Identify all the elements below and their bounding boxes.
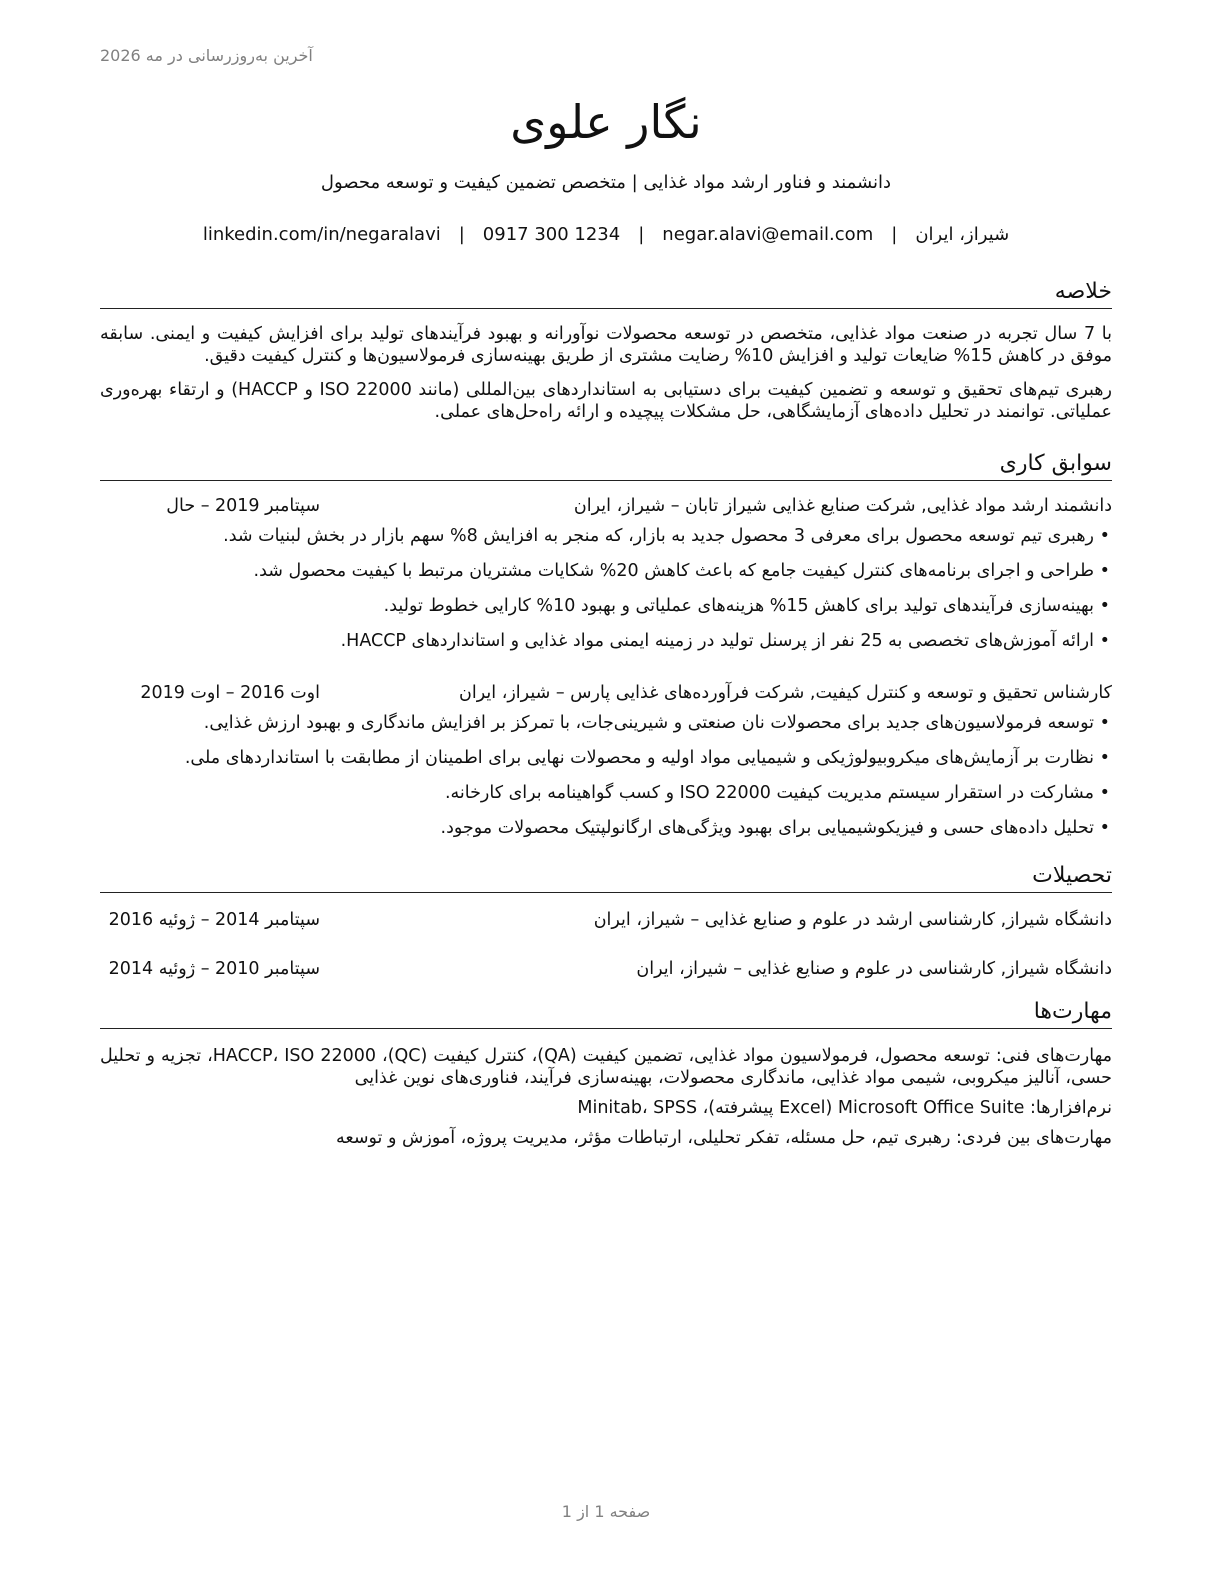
job-bullet: • ارائه آموزش‌های تخصصی به 25 نفر از پرسنل تولید در زمینه ایمنی مواد غذایی و استانداردهای HACCP. (100, 630, 1112, 652)
job-title: دانشمند ارشد مواد غذایی, شرکت صنایع غذایی شیراز تابان – شیراز، ایران (573, 496, 1112, 516)
summary-paragraph: با 7 سال تجربه در صنعت مواد غذایی، متخصص در توسعه محصولات نوآورانه و بهبود فرآیندهای تولید برای افزایش کیفیت و ایمنی. سابقه موفق در کاهش 15% ضایعات تولید و افزایش 10% رضایت مشتری از طریق بهینه‌سازی فرمولاسیون‌ها و کنترل کیفیت دقیق. (100, 324, 1113, 366)
job-bullet: • نظارت بر آزمایش‌های میکروبیولوژیکی و شیمیایی مواد اولیه و محصولات نهایی برای اطمینان از مطابقت با استانداردهای ملی. (100, 747, 1112, 769)
section-title-summary: خلاصه (100, 278, 1112, 309)
experience-section (100, 450, 1112, 839)
job-entry (100, 682, 1112, 839)
job-entry (100, 495, 1112, 652)
section-title-skills: مهارت‌ها (100, 998, 1112, 1029)
last-updated-note: آخرین به‌روزرسانی در مه 2026 (100, 46, 313, 65)
resume-header (100, 92, 1112, 248)
summary-paragraph: رهبری تیم‌های تحقیق و توسعه و تضمین کیفیت برای دستیابی به استانداردهای بین‌المللی (مانند ISO 22000 و HACCP) و ارتقاء بهره‌وری عملیاتی. توانمند در تحلیل داده‌های آزمایشگاهی، حل مشکلات پیچیده و ارائه راه‌حل‌های عملی. (100, 380, 1112, 422)
education-dates: سپتامبر 2014 – ژوئیه 2016 (108, 910, 320, 930)
resume-page (100, 0, 1112, 1584)
section-title-experience: سوابق کاری (100, 450, 1112, 481)
contact-email[interactable]: negar.alavi@email.com (662, 224, 874, 245)
education-entry (100, 958, 1112, 980)
job-heading-row (100, 495, 1112, 517)
skills-interpersonal: مهارت‌های بین فردی: رهبری تیم، حل مسئله، تفکر تحلیلی، ارتباطات مؤثر، مدیریت پروژه، آموزش و توسعه (336, 1128, 1112, 1148)
contact-separator: | (458, 224, 465, 245)
skills-technical: مهارت‌های فنی: توسعه محصول، فرمولاسیون مواد غذایی، تضمین کیفیت (QA)، کنترل کیفیت (QC)، HACCP، ISO 22000، تجزیه و تحلیل حسی، آنالیز میکروبی، شیمی مواد غذایی، ماندگاری محصولات، بهینه‌سازی فرآیند، فناوری‌های نوین غذایی (100, 1046, 1113, 1088)
education-degree: دانشگاه شیراز, کارشناسی در علوم و صنایع غذایی – شیراز، ایران (636, 959, 1112, 979)
job-bullet: • تحلیل داده‌های حسی و فیزیکوشیمیایی برای بهبود ویژگی‌های ارگانولپتیک محصولات موجود. (100, 817, 1112, 839)
job-bullets (100, 712, 1112, 839)
contact-line (100, 222, 1112, 248)
skills-section (100, 998, 1112, 1149)
section-title-education: تحصیلات (100, 862, 1112, 893)
education-degree: دانشگاه شیراز, کارشناسی ارشد در علوم و صنایع غذایی – شیراز، ایران (593, 910, 1112, 930)
education-section (100, 862, 1112, 980)
job-dates: اوت 2016 – اوت 2019 (140, 683, 320, 703)
education-dates: سپتامبر 2010 – ژوئیه 2014 (108, 959, 320, 979)
contact-linkedin[interactable]: linkedin.com/in/negaralavi (202, 224, 441, 245)
job-bullets (100, 525, 1112, 652)
skills-software: نرم‌افزارها: Microsoft Office Suite (Excel پیشرفته)، Minitab، SPSS (577, 1098, 1112, 1118)
job-title: کارشناس تحقیق و توسعه و کنترل کیفیت, شرکت فرآورده‌های غذایی پارس – شیراز، ایران (459, 683, 1112, 703)
contact-phone[interactable]: 0917 300 1234 (482, 224, 621, 245)
candidate-tagline: دانشمند و فناور ارشد مواد غذایی | متخصص تضمین کیفیت و توسعه محصول (320, 172, 892, 193)
job-heading-row (100, 682, 1112, 704)
contact-separator: | (638, 224, 645, 245)
job-bullet: • رهبری تیم توسعه محصول برای معرفی 3 محصول جدید به بازار، که منجر به افزایش 8% سهم بازار در بخش لبنیات شد. (100, 525, 1112, 547)
contact-separator: | (891, 224, 898, 245)
job-bullet: • بهینه‌سازی فرآیندهای تولید برای کاهش 15% هزینه‌های عملیاتی و بهبود 10% کارایی خطوط تولید. (100, 595, 1112, 617)
job-bullet: • توسعه فرمولاسیون‌های جدید برای محصولات نان صنعتی و شیرینی‌جات، با تمرکز بر افزایش ماندگاری و بهبود ارزش غذایی. (100, 712, 1112, 734)
contact-location: شیراز، ایران (915, 224, 1010, 245)
job-dates: سپتامبر 2019 – حال (166, 496, 320, 516)
job-bullet: • طراحی و اجرای برنامه‌های کنترل کیفیت جامع که باعث کاهش 20% شکایات مشتریان مرتبط با کیفیت محصول شد. (100, 560, 1112, 582)
education-entry (100, 909, 1112, 931)
job-bullet: • مشارکت در استقرار سیستم مدیریت کیفیت ISO 22000 و کسب گواهینامه برای کارخانه. (100, 782, 1112, 804)
candidate-name: نگار علوی (510, 95, 702, 149)
summary-section (100, 278, 1112, 423)
page-number: صفحه 1 از 1 (561, 1502, 651, 1521)
